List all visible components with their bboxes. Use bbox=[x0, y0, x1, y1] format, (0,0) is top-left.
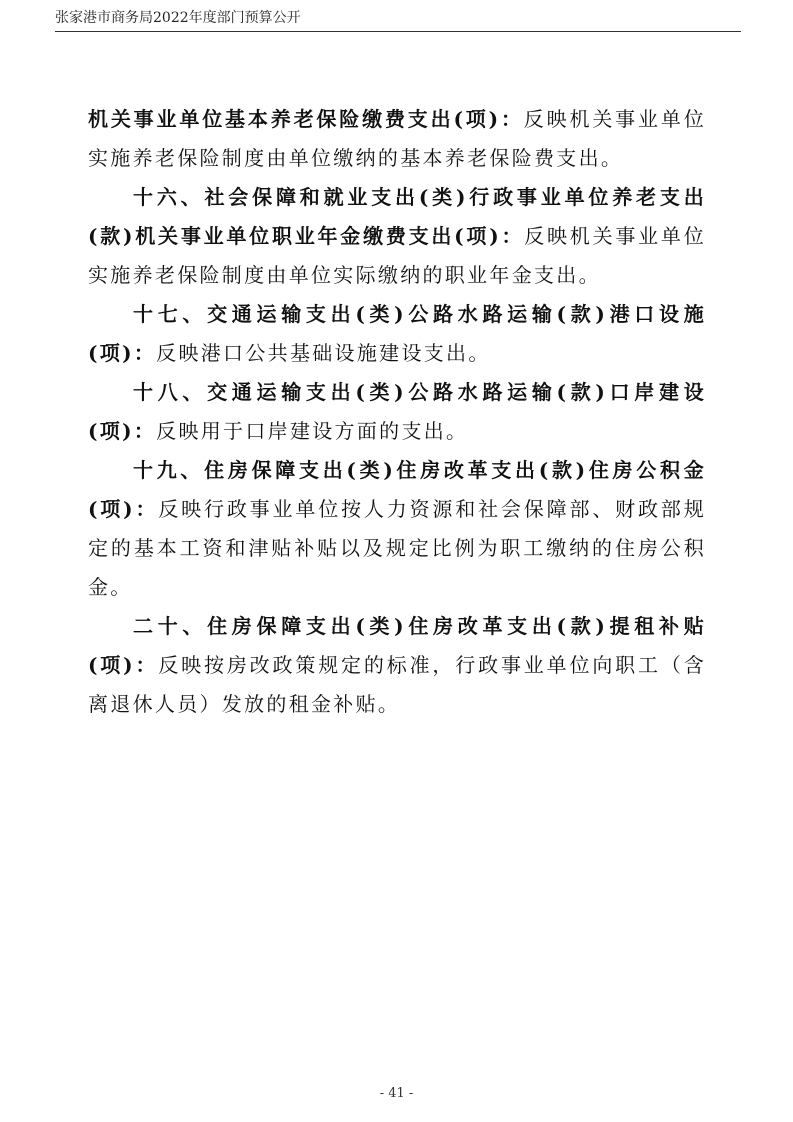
header-divider bbox=[55, 31, 741, 32]
paragraph-body: 反映机关事业单位实施养老保险制度由单位缴纳的基本养老保险费支出。 bbox=[88, 107, 706, 170]
paragraph-heading: 十七、交通运输支出(类)公路水路运输(款)港口设施(项)： bbox=[88, 302, 706, 365]
paragraph-port-facilities bbox=[88, 295, 706, 373]
page-header-title: 张家港市商务局2022年度部门预算公开 bbox=[55, 10, 301, 26]
paragraph-body: 反映用于口岸建设方面的支出。 bbox=[156, 419, 469, 443]
paragraph-heading: 十八、交通运输支出(类)公路水路运输(款)口岸建设(项)： bbox=[88, 380, 706, 443]
document-body bbox=[88, 100, 706, 724]
paragraph-body: 反映港口公共基础设施建设支出。 bbox=[156, 341, 491, 365]
paragraph-heading: 二十、住房保障支出(类)住房改革支出(款)提租补贴(项)： bbox=[88, 614, 706, 677]
paragraph-body: 反映机关事业单位实施养老保险制度由单位实际缴纳的职业年金支出。 bbox=[88, 224, 706, 287]
page-number: - 41 - bbox=[379, 1086, 414, 1101]
paragraph-heading: 十六、社会保障和就业支出(类)行政事业单位养老支出(款)机关事业单位职业年金缴费支出(项)： bbox=[88, 185, 706, 248]
paragraph-port-construction bbox=[88, 373, 706, 451]
paragraph-body: 反映行政事业单位按人力资源和社会保障部、财政部规定的基本工资和津贴补贴以及规定比例为职工缴纳的住房公积金。 bbox=[88, 497, 706, 599]
paragraph-heading: 机关事业单位基本养老保险缴费支出(项)： bbox=[88, 107, 524, 131]
paragraph-body: 反映按房改政策规定的标准，行政事业单位向职工（含离退休人员）发放的租金补贴。 bbox=[88, 653, 706, 716]
paragraph-housing-fund bbox=[88, 451, 706, 607]
paragraph-rent-subsidy bbox=[88, 607, 706, 724]
paragraph-pension-insurance bbox=[88, 100, 706, 178]
paragraph-occupational-annuity bbox=[88, 178, 706, 295]
paragraph-heading: 十九、住房保障支出(类)住房改革支出(款)住房公积金(项)： bbox=[88, 458, 706, 521]
